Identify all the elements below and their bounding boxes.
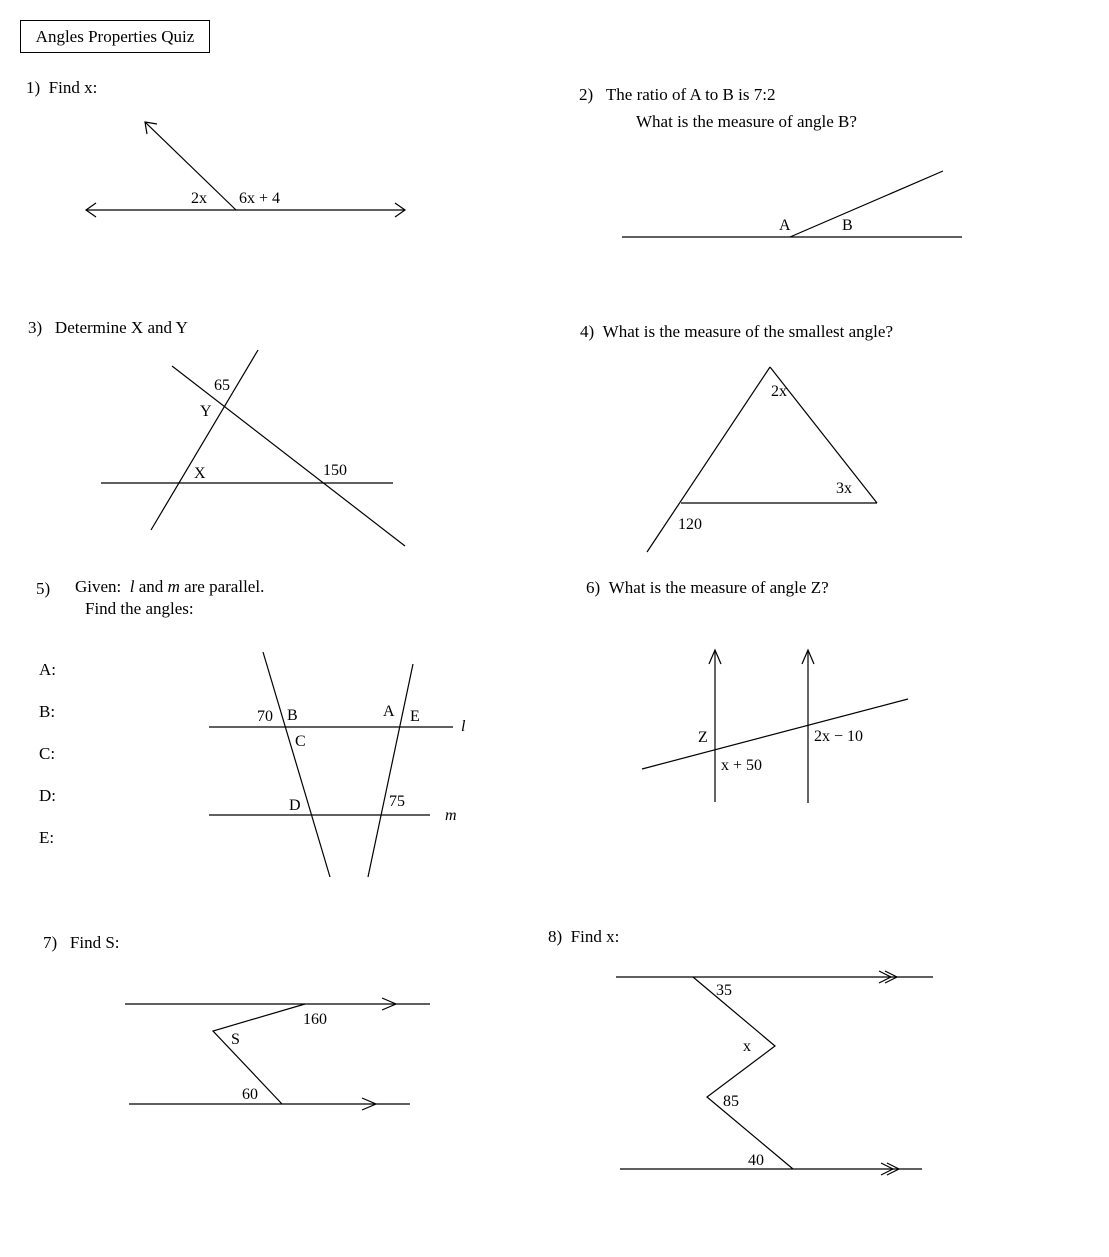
q6-diagram xyxy=(642,650,908,803)
q3-diagonal-line xyxy=(172,366,405,546)
q2-label-b: B xyxy=(842,217,853,234)
q7-text: Find S: xyxy=(69,933,120,952)
q3-label-y: Y xyxy=(200,403,212,420)
q5-label-e: E xyxy=(410,708,420,725)
q1-text: Find x: xyxy=(48,78,98,97)
q7-zigzag xyxy=(213,1004,305,1104)
q5-label-d: D xyxy=(289,797,301,814)
q5-transversal-left xyxy=(263,652,330,877)
q5-label-a: A xyxy=(383,703,395,720)
q4-diagram xyxy=(647,367,877,552)
q8-label-40: 40 xyxy=(748,1152,764,1169)
q5-label-c: C xyxy=(295,733,306,750)
answer-b-label: B: xyxy=(39,702,56,721)
q6-label-z: Z xyxy=(698,729,708,746)
q1-number: 1) xyxy=(26,78,41,97)
q5-prompt-2: Find the angles: xyxy=(85,599,194,618)
q5-var-l: l xyxy=(129,577,135,596)
q5-line-label-m: m xyxy=(445,807,457,824)
q2-number: 2) xyxy=(579,85,594,104)
q6-label-2x10: 2x − 10 xyxy=(814,728,864,745)
answer-d-label: D: xyxy=(39,786,56,805)
q8-text: Find x: xyxy=(570,927,620,946)
q3-label-65: 65 xyxy=(214,377,230,394)
answer-c-label: C: xyxy=(39,744,56,763)
answer-a-label: A: xyxy=(39,660,56,679)
q7-label-60: 60 xyxy=(242,1086,258,1103)
q7-diagram xyxy=(125,998,430,1110)
q3-text: Determine X and Y xyxy=(54,318,188,337)
q5-diagram xyxy=(209,652,466,877)
q8-label-35: 35 xyxy=(716,982,732,999)
q4-text: What is the measure of the smallest angle? xyxy=(602,322,893,341)
q2-diagram xyxy=(622,171,962,237)
q5-given-pre: Given: xyxy=(75,577,122,596)
q2-text: The ratio of A to B is 7:2 xyxy=(605,85,776,104)
q3-label-150: 150 xyxy=(323,462,347,479)
q8-diagram xyxy=(616,971,933,1175)
answer-e-label: E: xyxy=(39,828,55,847)
q5-line-label-l: l xyxy=(461,718,466,735)
q6-number: 6) xyxy=(586,578,601,597)
q1-label-2x: 2x xyxy=(191,190,207,207)
q5-label-b: B xyxy=(287,707,298,724)
q3-number: 3) xyxy=(28,318,43,337)
q5-label-75: 75 xyxy=(389,793,405,810)
quiz-title: Angles Properties Quiz xyxy=(20,20,210,53)
q4-left-side xyxy=(647,367,770,552)
q1-diagram xyxy=(86,122,405,217)
q8-number: 8) xyxy=(548,927,563,946)
q5-label-70: 70 xyxy=(257,708,273,725)
q4-number: 4) xyxy=(580,322,595,341)
q6-label-x50: x + 50 xyxy=(721,757,763,774)
q4-label-3x: 3x xyxy=(836,480,852,497)
q4-label-2x: 2x xyxy=(771,383,787,400)
q1-label-6x4: 6x + 4 xyxy=(239,190,281,207)
q2-ray xyxy=(790,171,943,237)
q8-zigzag xyxy=(693,977,793,1169)
q5-var-m: m xyxy=(167,577,180,596)
q7-label-160: 160 xyxy=(303,1011,327,1028)
q2-prompt-2: What is the measure of angle B? xyxy=(636,112,857,131)
q3-steep-line xyxy=(151,350,258,530)
q5-transversal-right xyxy=(368,664,413,877)
q7-number: 7) xyxy=(43,933,58,952)
q5-given-post: are parallel. xyxy=(184,577,265,596)
q6-transversal xyxy=(642,699,908,769)
q2-label-a: A xyxy=(779,217,791,234)
q5-number: 5) xyxy=(36,579,51,598)
q3-diagram xyxy=(101,350,405,546)
q6-text: What is the measure of angle Z? xyxy=(608,578,829,597)
q4-label-120: 120 xyxy=(678,516,702,533)
q8-label-x: x xyxy=(743,1038,751,1055)
q3-label-x: X xyxy=(194,465,206,482)
q5-given-and: and xyxy=(138,577,164,596)
q8-label-85: 85 xyxy=(723,1093,739,1110)
q7-label-s: S xyxy=(231,1031,240,1048)
